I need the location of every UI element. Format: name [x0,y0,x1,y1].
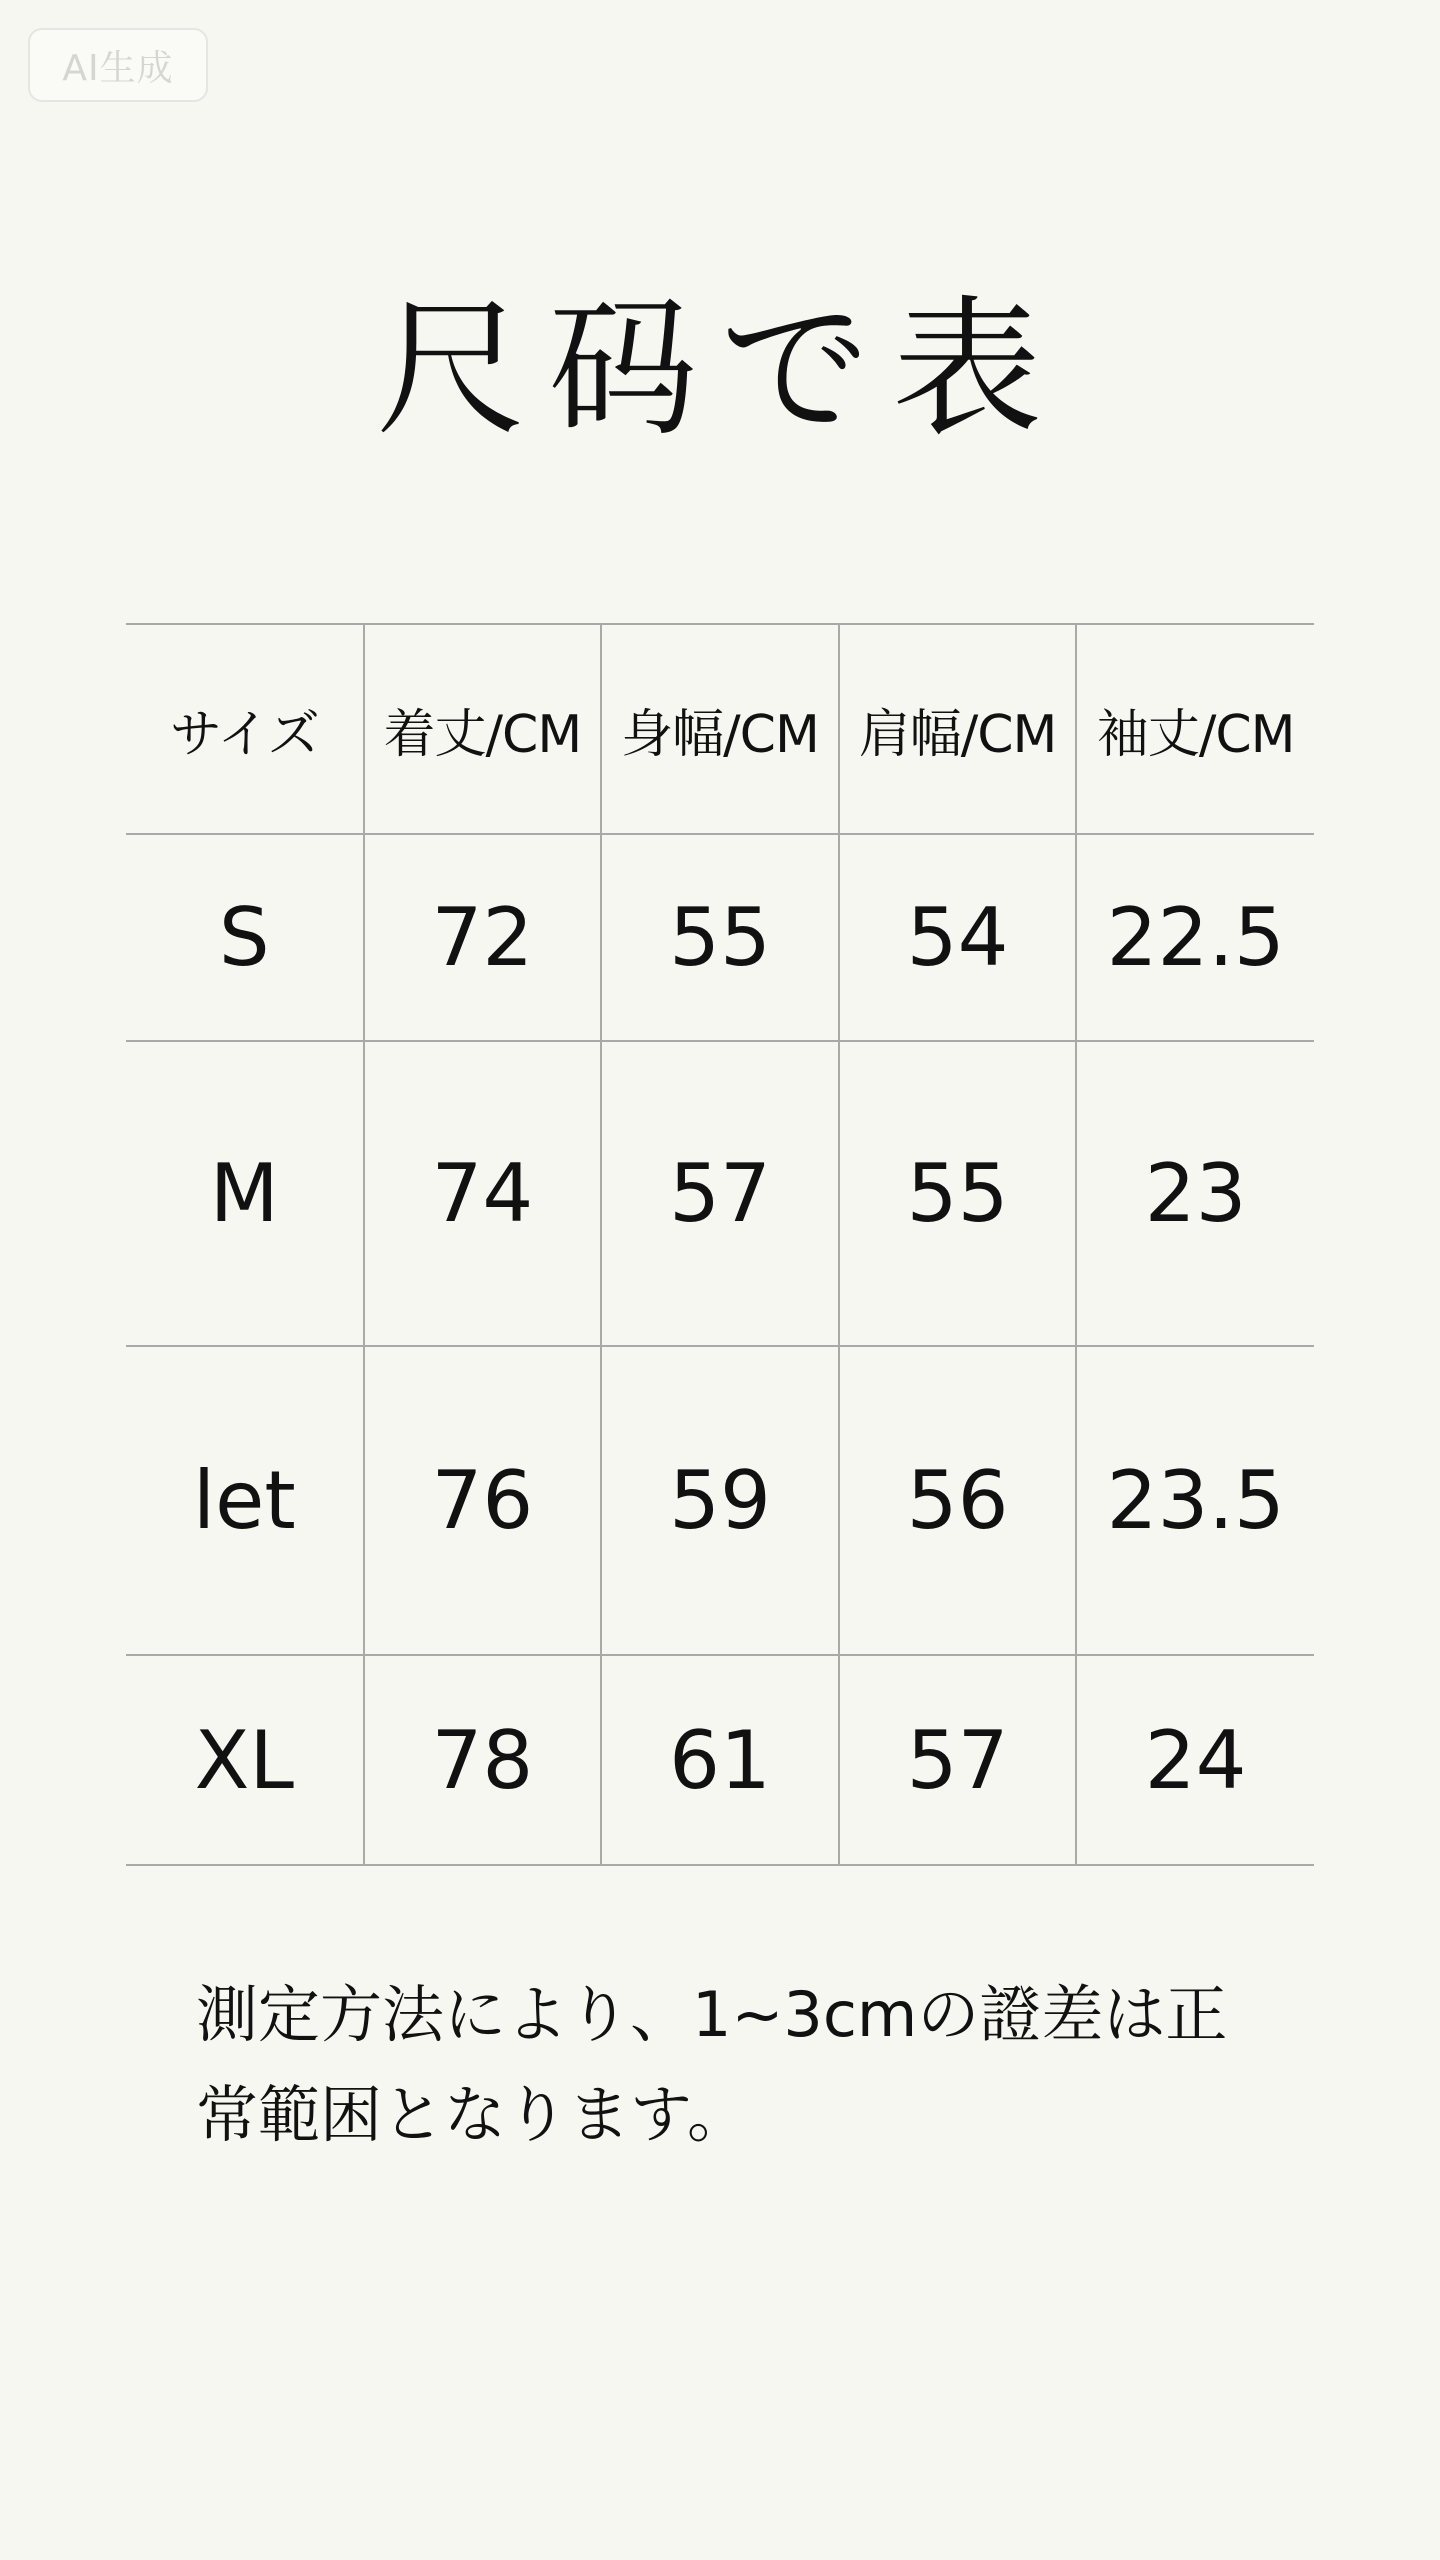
header-body-width: 身幅/CM [601,624,839,834]
table-row [126,1346,1314,1655]
value-cell: 74 [364,1041,602,1346]
note-line-2: 常範困となります。 [196,2078,750,2151]
value-cell: 54 [839,834,1077,1041]
note-line-1: 測定方法により、1~3cmの證差は正 [196,1978,1228,2051]
header-size: サイズ [126,624,364,834]
value-cell: 61 [601,1655,839,1865]
measurement-note [196,1965,1316,2165]
value-cell: 72 [364,834,602,1041]
size-cell: M [126,1041,364,1346]
size-cell: XL [126,1655,364,1865]
size-cell: let [126,1346,364,1655]
page-title: 尺码で表 [375,283,1064,457]
value-cell: 23.5 [1076,1346,1314,1655]
table-row [126,1655,1314,1865]
value-cell: 78 [364,1655,602,1865]
value-cell: 57 [601,1041,839,1346]
size-cell: S [126,834,364,1041]
size-chart-table [126,623,1314,1866]
header-shoulder-width: 肩幅/CM [839,624,1077,834]
value-cell: 59 [601,1346,839,1655]
value-cell: 76 [364,1346,602,1655]
value-cell: 55 [601,834,839,1041]
ai-generated-badge: AI生成 [28,28,208,102]
value-cell: 55 [839,1041,1077,1346]
value-cell: 56 [839,1346,1077,1655]
table-header-row [126,624,1314,834]
table-row [126,1041,1314,1346]
header-sleeve-length: 袖丈/CM [1076,624,1314,834]
value-cell: 57 [839,1655,1077,1865]
header-length: 着丈/CM [364,624,602,834]
value-cell: 22.5 [1076,834,1314,1041]
value-cell: 24 [1076,1655,1314,1865]
value-cell: 23 [1076,1041,1314,1346]
table-row [126,834,1314,1041]
